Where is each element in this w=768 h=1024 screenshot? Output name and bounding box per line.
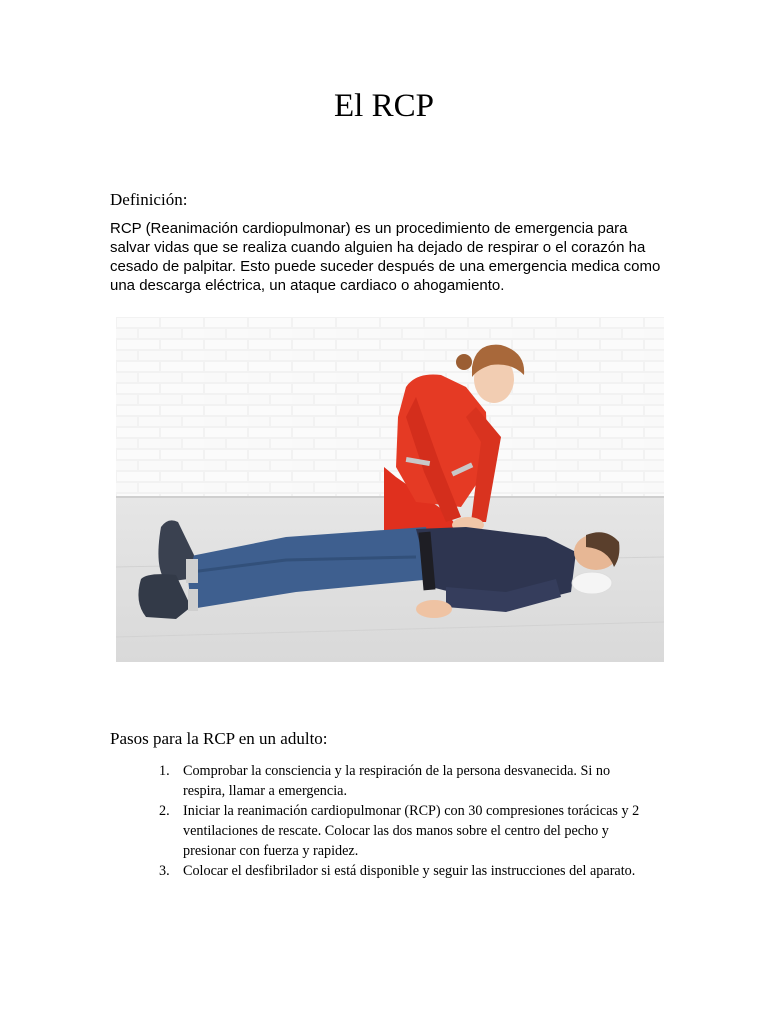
list-item	[150, 801, 645, 861]
page-title: El RCP	[334, 88, 434, 124]
list-item	[150, 761, 645, 801]
definition-heading: Definición:	[110, 190, 188, 209]
step-text: Iniciar la reanimación cardiopulmonar (RCP) con 30 compresiones torácicas y 2 ventilaciones de rescate. Colocar las dos manos sobre el centro del pecho y presionar con fuerza y rapidez.	[183, 803, 640, 859]
definition-text: RCP (Reanimación cardiopulmonar) es un procedimiento de emergencia para salvar vidas que se realiza cuando alguien ha dejado de respirar o el corazón ha cesado de palpitar. Esto puede suceder después de una emergencia medica como una descarga eléctrica, un ataque cardiaco o ahogamiento.	[110, 220, 661, 294]
step-number: 1.	[159, 763, 170, 779]
step-text: Colocar el desfibrilador si está disponible y seguir las instrucciones del aparato.	[183, 863, 636, 879]
step-number: 3.	[159, 863, 170, 879]
steps-heading: Pasos para la RCP en un adulto:	[110, 729, 328, 748]
list-item	[150, 861, 645, 881]
step-text: Comprobar la consciencia y la respiración de la persona desvanecida. Si no respira, llamar a emergencia.	[183, 763, 611, 799]
step-number: 2.	[159, 803, 170, 819]
cpr-photo	[116, 317, 664, 662]
steps-list	[150, 761, 645, 881]
